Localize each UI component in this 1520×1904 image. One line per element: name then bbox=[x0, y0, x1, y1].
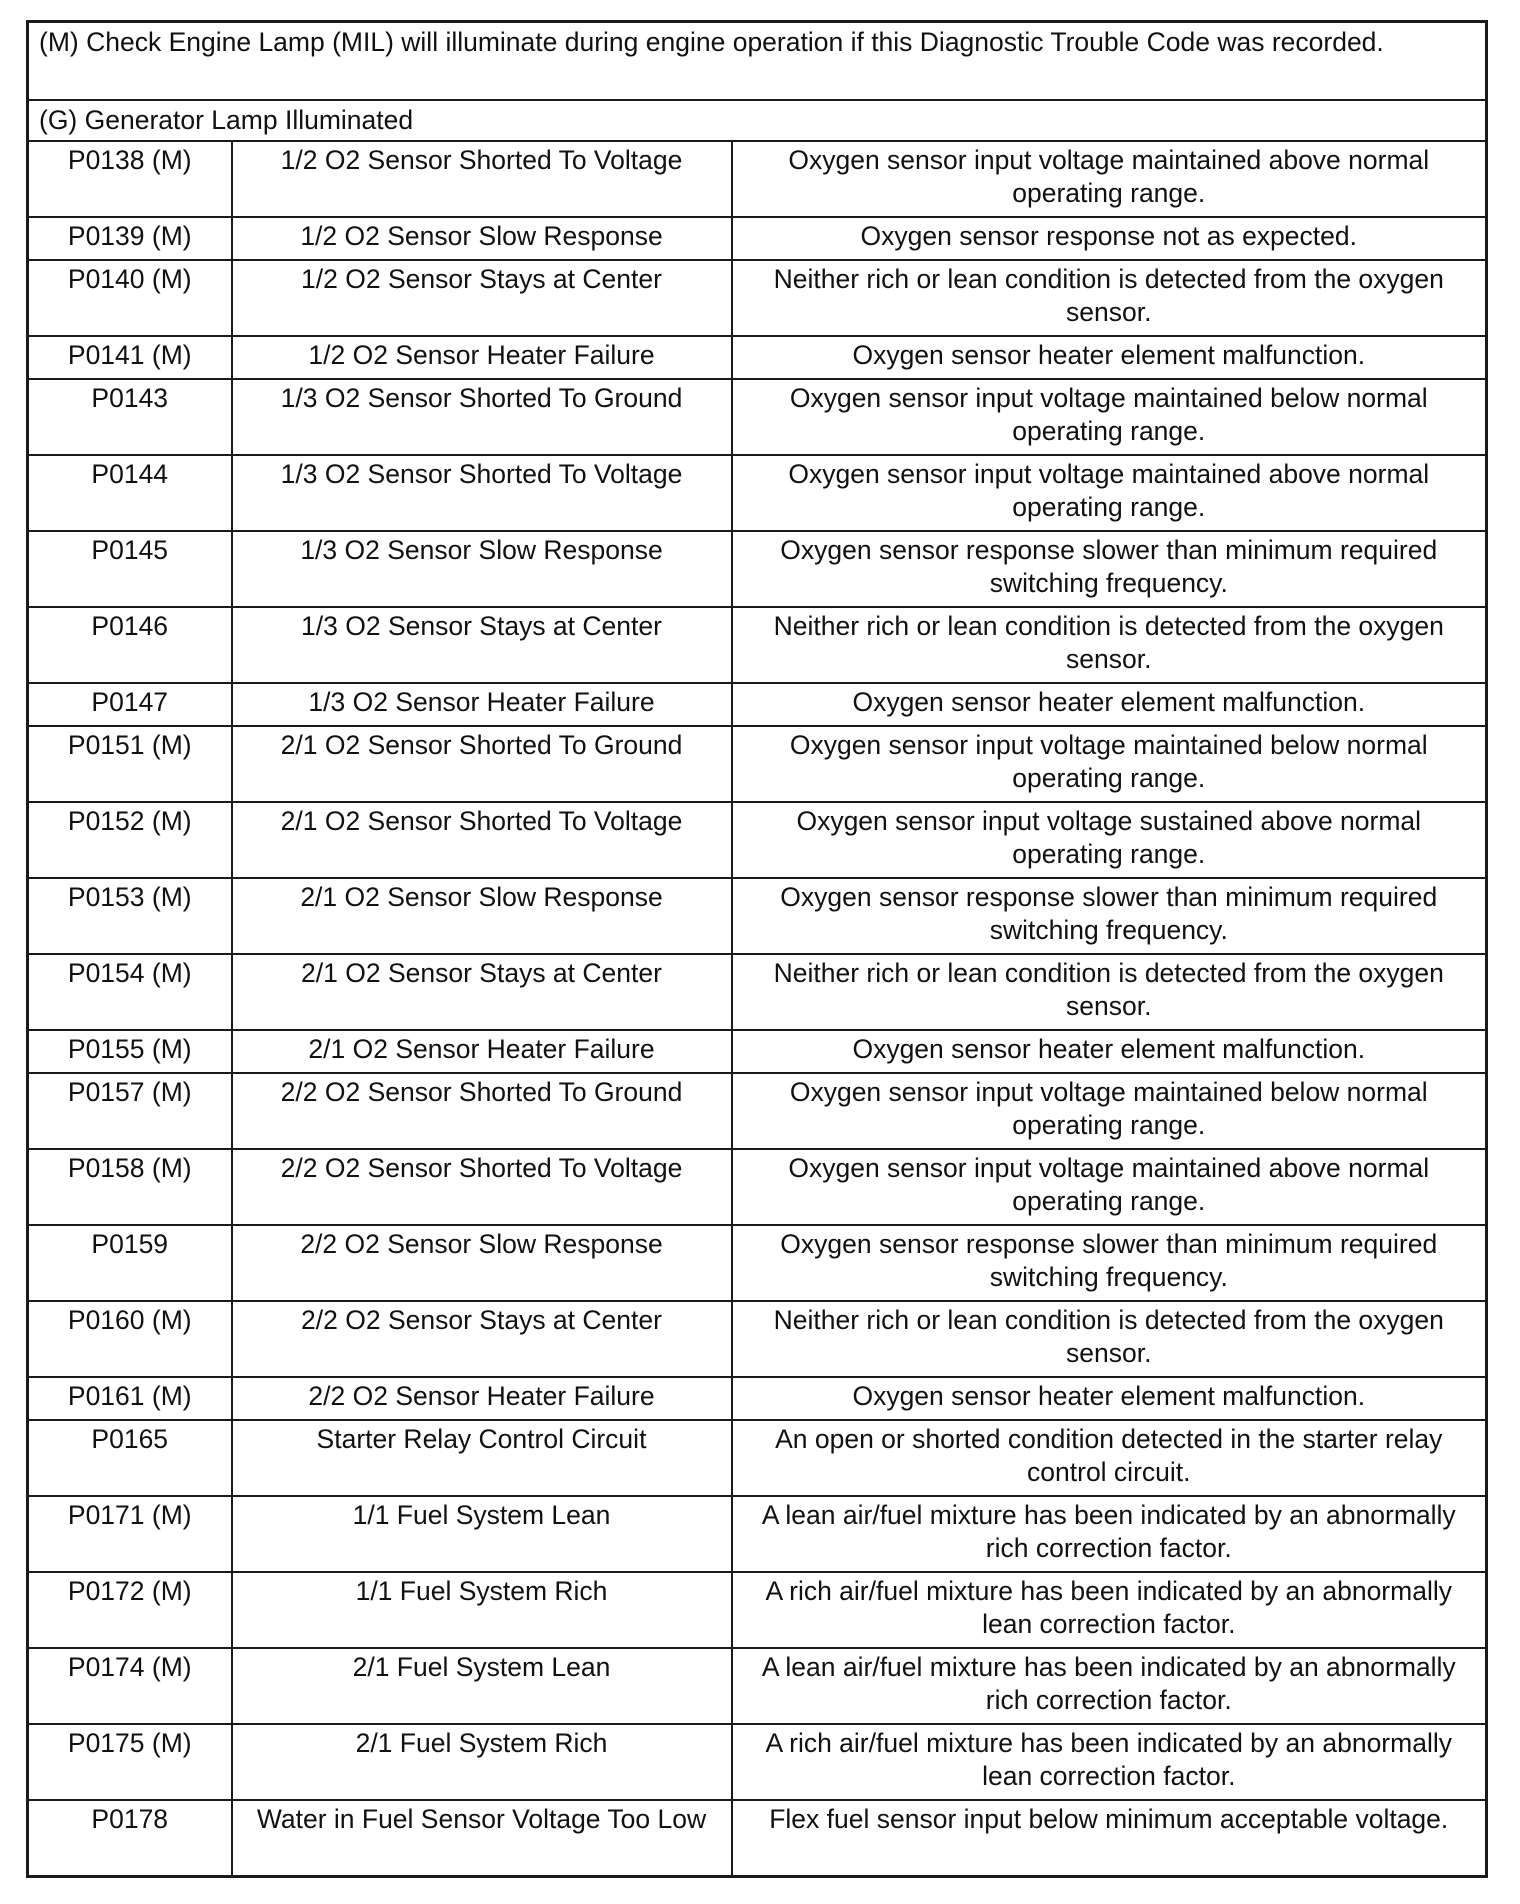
dtc-name: 2/2 O2 Sensor Heater Failure bbox=[232, 1377, 732, 1420]
dtc-code: P0147 bbox=[28, 683, 232, 726]
dtc-code: P0141 (M) bbox=[28, 336, 232, 379]
dtc-name: 2/1 Fuel System Rich bbox=[232, 1724, 732, 1800]
dtc-name: 1/3 O2 Sensor Slow Response bbox=[232, 531, 732, 607]
dtc-name: 1/3 O2 Sensor Heater Failure bbox=[232, 683, 732, 726]
mil-note-row bbox=[28, 22, 1487, 101]
dtc-description: Neither rich or lean condition is detected from the oxygen sensor. bbox=[732, 954, 1487, 1030]
dtc-name: 2/2 O2 Sensor Stays at Center bbox=[232, 1301, 732, 1377]
dtc-code: P0151 (M) bbox=[28, 726, 232, 802]
generator-note: (G) Generator Lamp Illuminated bbox=[28, 100, 1487, 141]
dtc-name: 2/1 O2 Sensor Heater Failure bbox=[232, 1030, 732, 1073]
dtc-name: 2/1 Fuel System Lean bbox=[232, 1648, 732, 1724]
dtc-name: Water in Fuel Sensor Voltage Too Low bbox=[232, 1800, 732, 1877]
table-row bbox=[28, 1648, 1487, 1724]
mil-note: (M) Check Engine Lamp (MIL) will illuminate during engine operation if this Diagnostic Trouble Code was recorded. bbox=[28, 22, 1487, 101]
dtc-name: 1/3 O2 Sensor Stays at Center bbox=[232, 607, 732, 683]
dtc-name: 1/2 O2 Sensor Shorted To Voltage bbox=[232, 141, 732, 217]
dtc-name: Starter Relay Control Circuit bbox=[232, 1420, 732, 1496]
dtc-code: P0159 bbox=[28, 1225, 232, 1301]
dtc-name: 2/2 O2 Sensor Slow Response bbox=[232, 1225, 732, 1301]
dtc-code: P0154 (M) bbox=[28, 954, 232, 1030]
dtc-code: P0143 bbox=[28, 379, 232, 455]
dtc-name: 1/2 O2 Sensor Slow Response bbox=[232, 217, 732, 260]
table-row bbox=[28, 1030, 1487, 1073]
dtc-code: P0178 bbox=[28, 1800, 232, 1877]
dtc-description: Oxygen sensor input voltage maintained below normal operating range. bbox=[732, 726, 1487, 802]
table-row bbox=[28, 683, 1487, 726]
table-row bbox=[28, 802, 1487, 878]
dtc-description: Oxygen sensor response slower than minimum required switching frequency. bbox=[732, 878, 1487, 954]
table-row bbox=[28, 954, 1487, 1030]
dtc-code: P0152 (M) bbox=[28, 802, 232, 878]
table-row bbox=[28, 1225, 1487, 1301]
dtc-description: Oxygen sensor input voltage maintained above normal operating range. bbox=[732, 141, 1487, 217]
table-row bbox=[28, 217, 1487, 260]
dtc-description: Oxygen sensor heater element malfunction. bbox=[732, 1030, 1487, 1073]
dtc-code: P0171 (M) bbox=[28, 1496, 232, 1572]
table-row bbox=[28, 379, 1487, 455]
dtc-description: An open or shorted condition detected in the starter relay control circuit. bbox=[732, 1420, 1487, 1496]
dtc-table-body bbox=[28, 22, 1487, 1877]
dtc-description: Oxygen sensor heater element malfunction. bbox=[732, 336, 1487, 379]
dtc-code: P0145 bbox=[28, 531, 232, 607]
dtc-description: Neither rich or lean condition is detected from the oxygen sensor. bbox=[732, 260, 1487, 336]
dtc-name: 1/2 O2 Sensor Stays at Center bbox=[232, 260, 732, 336]
dtc-code: P0172 (M) bbox=[28, 1572, 232, 1648]
table-row bbox=[28, 1301, 1487, 1377]
table-row bbox=[28, 455, 1487, 531]
table-row bbox=[28, 1572, 1487, 1648]
dtc-description: Oxygen sensor input voltage maintained below normal operating range. bbox=[732, 379, 1487, 455]
dtc-name: 1/3 O2 Sensor Shorted To Ground bbox=[232, 379, 732, 455]
dtc-code: P0153 (M) bbox=[28, 878, 232, 954]
table-row bbox=[28, 607, 1487, 683]
table-row bbox=[28, 336, 1487, 379]
dtc-code: P0161 (M) bbox=[28, 1377, 232, 1420]
dtc-code: P0155 (M) bbox=[28, 1030, 232, 1073]
table-row bbox=[28, 1724, 1487, 1800]
dtc-name: 1/1 Fuel System Rich bbox=[232, 1572, 732, 1648]
dtc-description: A rich air/fuel mixture has been indicated by an abnormally lean correction factor. bbox=[732, 1572, 1487, 1648]
document-page bbox=[26, 20, 1485, 1878]
dtc-description: Oxygen sensor input voltage maintained above normal operating range. bbox=[732, 1149, 1487, 1225]
dtc-code: P0140 (M) bbox=[28, 260, 232, 336]
dtc-description: Flex fuel sensor input below minimum acceptable voltage. bbox=[732, 1800, 1487, 1877]
table-row bbox=[28, 531, 1487, 607]
dtc-name: 2/1 O2 Sensor Shorted To Voltage bbox=[232, 802, 732, 878]
table-row bbox=[28, 141, 1487, 217]
dtc-code: P0138 (M) bbox=[28, 141, 232, 217]
dtc-description: A rich air/fuel mixture has been indicated by an abnormally lean correction factor. bbox=[732, 1724, 1487, 1800]
dtc-description: Oxygen sensor response slower than minimum required switching frequency. bbox=[732, 1225, 1487, 1301]
dtc-description: Oxygen sensor input voltage maintained below normal operating range. bbox=[732, 1073, 1487, 1149]
dtc-name: 1/1 Fuel System Lean bbox=[232, 1496, 732, 1572]
dtc-code: P0158 (M) bbox=[28, 1149, 232, 1225]
dtc-name: 2/2 O2 Sensor Shorted To Voltage bbox=[232, 1149, 732, 1225]
table-row bbox=[28, 1073, 1487, 1149]
dtc-description: A lean air/fuel mixture has been indicated by an abnormally rich correction factor. bbox=[732, 1648, 1487, 1724]
table-row bbox=[28, 1496, 1487, 1572]
dtc-description: Neither rich or lean condition is detected from the oxygen sensor. bbox=[732, 1301, 1487, 1377]
dtc-code: P0146 bbox=[28, 607, 232, 683]
dtc-name: 2/2 O2 Sensor Shorted To Ground bbox=[232, 1073, 732, 1149]
table-row bbox=[28, 1800, 1487, 1877]
dtc-name: 2/1 O2 Sensor Shorted To Ground bbox=[232, 726, 732, 802]
dtc-description: Neither rich or lean condition is detected from the oxygen sensor. bbox=[732, 607, 1487, 683]
table-row bbox=[28, 260, 1487, 336]
dtc-code: P0175 (M) bbox=[28, 1724, 232, 1800]
table-row bbox=[28, 1377, 1487, 1420]
table-row bbox=[28, 878, 1487, 954]
dtc-code: P0174 (M) bbox=[28, 1648, 232, 1724]
dtc-code: P0157 (M) bbox=[28, 1073, 232, 1149]
dtc-name: 1/2 O2 Sensor Heater Failure bbox=[232, 336, 732, 379]
dtc-code: P0160 (M) bbox=[28, 1301, 232, 1377]
dtc-description: Oxygen sensor heater element malfunction. bbox=[732, 1377, 1487, 1420]
dtc-name: 2/1 O2 Sensor Slow Response bbox=[232, 878, 732, 954]
dtc-table bbox=[26, 20, 1488, 1878]
dtc-description: Oxygen sensor response slower than minimum required switching frequency. bbox=[732, 531, 1487, 607]
table-row bbox=[28, 1420, 1487, 1496]
dtc-name: 2/1 O2 Sensor Stays at Center bbox=[232, 954, 732, 1030]
dtc-code: P0165 bbox=[28, 1420, 232, 1496]
dtc-description: Oxygen sensor input voltage maintained above normal operating range. bbox=[732, 455, 1487, 531]
dtc-code: P0139 (M) bbox=[28, 217, 232, 260]
table-row bbox=[28, 1149, 1487, 1225]
dtc-description: A lean air/fuel mixture has been indicated by an abnormally rich correction factor. bbox=[732, 1496, 1487, 1572]
dtc-description: Oxygen sensor response not as expected. bbox=[732, 217, 1487, 260]
dtc-name: 1/3 O2 Sensor Shorted To Voltage bbox=[232, 455, 732, 531]
table-row bbox=[28, 726, 1487, 802]
generator-note-row bbox=[28, 100, 1487, 141]
dtc-code: P0144 bbox=[28, 455, 232, 531]
dtc-description: Oxygen sensor input voltage sustained above normal operating range. bbox=[732, 802, 1487, 878]
dtc-description: Oxygen sensor heater element malfunction. bbox=[732, 683, 1487, 726]
